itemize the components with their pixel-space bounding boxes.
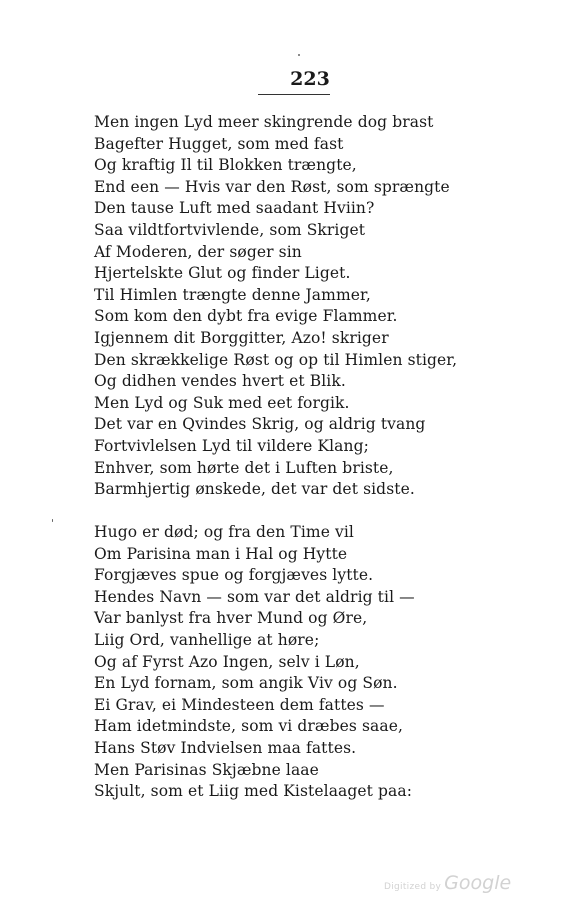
verse-line: Enhver, som hørte det i Luften briste, [94,458,394,477]
verse-line: Bagefter Hugget, som med fast [94,134,344,153]
verse-line: Og didhen vendes hvert et Blik. [94,372,346,391]
verse-line: Skjult, som et Liig med Kistelaaget paa: [94,782,413,801]
stanza [94,112,564,501]
verse-line: En Lyd fornam, som angik Viv og Søn. [94,674,398,693]
verse-line: Og af Fyrst Azo Ingen, selv i Løn, [94,652,360,671]
scan-speck [52,519,53,522]
verse-line: Hendes Navn — som var det aldrig til — [94,587,415,606]
verse-line: Ham idetmindste, som vi dræbes saae, [94,717,403,736]
digitization-watermark [384,872,511,894]
verse-line: Var banlyst fra hver Mund og Øre, [94,609,368,628]
verse-line: Men ingen Lyd meer skingrende dog brast [94,113,434,131]
verse-line: Den skrækkelige Røst og op til Himlen stiger, [94,350,458,369]
verse-line: Af Moderen, der søger sin [94,242,302,261]
verse-line: Men Parisinas Skjæbne laae [94,760,319,779]
verse-line: Hjertelskte Glut og finder Liget. [94,264,351,283]
verse-line: Forgjæves spue og forgjæves lytte. [94,566,374,585]
verse-line: Til Himlen trængte denne Jammer, [94,285,371,304]
verse-line: Barmhjertig ønskede, det var det sidste. [94,480,415,499]
verse-line: Som kom den dybt fra evige Flammer. [94,307,398,326]
verse-line: Liig Ord, vanhellige at høre; [94,630,320,649]
watermark-brand: Google [444,872,512,894]
verse-line: Den tause Luft med saadant Hviin? [94,199,375,218]
verse-line: Saa vildtfortvivlende, som Skriget [94,220,366,239]
verse-line: Igjennem dit Borggitter, Azo! skriger [94,328,389,347]
page-number-rule [258,94,330,95]
verse-line: Ei Grav, ei Mindesteen dem fattes — [94,695,385,714]
stanza [94,522,564,803]
scan-speck [298,54,300,56]
verse-line: Fortvivlelsen Lyd til vildere Klang; [94,436,369,455]
watermark-prefix: Digitized by [384,882,442,892]
verse-line: Det var en Qvindes Skrig, og aldrig tvang [94,415,426,434]
verse-line: Og kraftig Il til Blokken trængte, [94,156,357,175]
verse-line: Om Parisina man i Hal og Hytte [94,544,348,563]
verse-line: Men Lyd og Suk med eet forgik. [94,393,350,412]
verse-line: Hugo er død; og fra den Time vil [94,523,354,541]
verse-line: Hans Støv Indvielsen maa fattes. [94,738,357,757]
verse-line: End een — Hvis var den Røst, som sprængte [94,177,450,196]
page-number: 223 [290,68,330,90]
